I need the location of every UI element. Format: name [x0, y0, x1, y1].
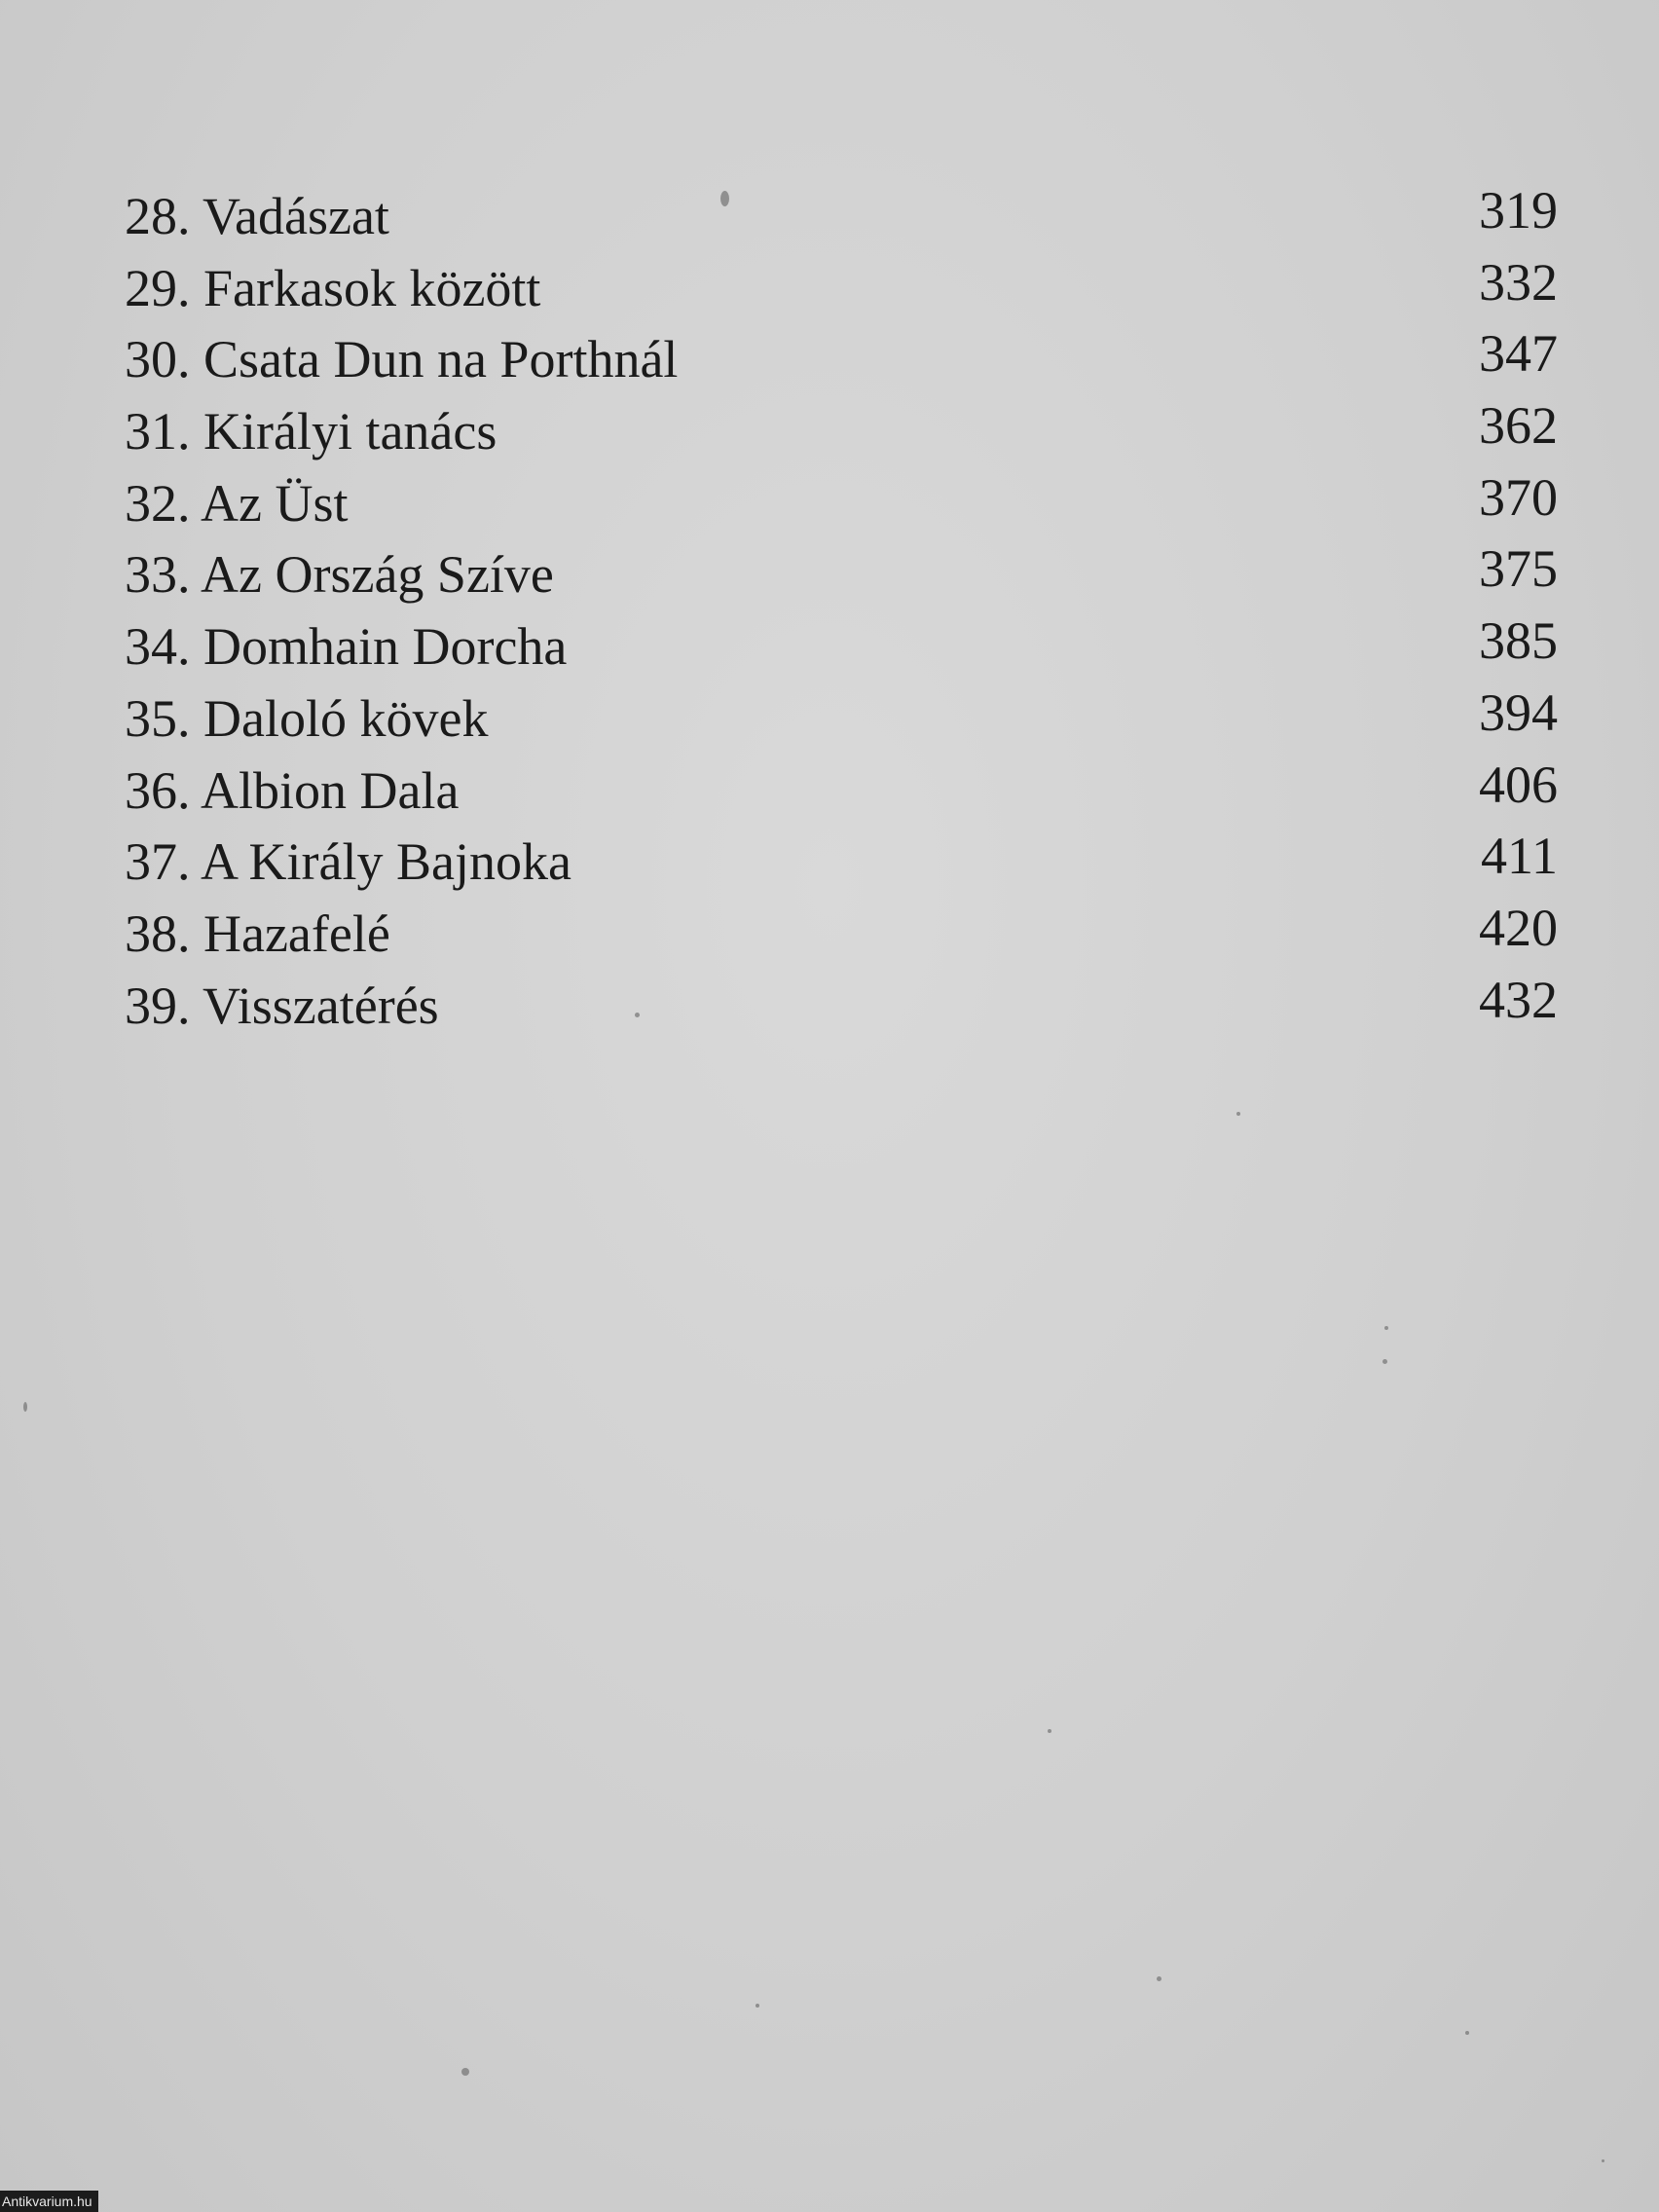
toc-entry-title: 35. Daloló kövek — [125, 688, 489, 748]
toc-entry — [125, 683, 1558, 756]
toc-entry-title: 28. Vadászat — [125, 187, 389, 245]
paper-speck — [1384, 1326, 1388, 1330]
toc-entry-page: 394 — [1479, 682, 1558, 742]
toc-entry — [125, 971, 1558, 1043]
toc-entry-page: 411 — [1481, 827, 1558, 886]
toc-entry-title: 38. Hazafelé — [125, 903, 390, 963]
paper-speck — [1048, 1729, 1051, 1733]
paper-speck — [1382, 1359, 1387, 1364]
toc-entry-title: 36. Albion Dala — [125, 760, 460, 820]
toc-entry-title: 37. A Király Bajnoka — [125, 832, 571, 892]
toc-entry — [125, 324, 1558, 396]
toc-entry-page: 385 — [1479, 611, 1558, 671]
toc-entry-page: 347 — [1479, 324, 1558, 384]
toc-entry — [125, 827, 1558, 899]
toc-entry-page: 375 — [1479, 539, 1558, 599]
toc-entry-page: 406 — [1479, 755, 1558, 814]
paper-speck — [1236, 1112, 1240, 1116]
toc-entry — [125, 899, 1558, 971]
paper-speck — [756, 2004, 759, 2008]
toc-entry-title: 29. Farkasok között — [125, 258, 541, 317]
toc-entry — [125, 468, 1558, 540]
toc-entry-title: 31. Királyi tanács — [125, 402, 498, 461]
toc-entry — [125, 396, 1558, 468]
toc-entry — [125, 181, 1558, 253]
toc-entry-page: 362 — [1479, 396, 1558, 456]
paper-speck — [461, 2068, 469, 2076]
paper-speck — [1465, 2031, 1469, 2035]
toc-entry-page: 420 — [1479, 898, 1558, 957]
toc-entry-title: 39. Visszatérés — [125, 976, 439, 1035]
toc-entry-title: 32. Az Üst — [125, 473, 349, 533]
toc-entry-title: 30. Csata Dun na Porthnál — [125, 330, 679, 389]
toc-entry-page: 370 — [1479, 467, 1558, 527]
paper-speck — [23, 1402, 27, 1412]
toc-entry — [125, 253, 1558, 325]
toc-entry-page: 319 — [1479, 181, 1558, 240]
table-of-contents — [125, 181, 1558, 1042]
toc-entry-title: 34. Domhain Dorcha — [125, 617, 568, 677]
toc-entry-page: 332 — [1479, 252, 1558, 312]
toc-entry — [125, 539, 1558, 611]
paper-speck — [1602, 2159, 1604, 2162]
paper-speck — [1157, 1976, 1161, 1981]
toc-entry-title: 33. Az Ország Szíve — [125, 545, 554, 605]
watermark: Antikvarium.hu — [0, 2191, 98, 2212]
toc-entry — [125, 756, 1558, 828]
toc-entry — [125, 611, 1558, 683]
toc-entry-page: 432 — [1479, 970, 1558, 1029]
